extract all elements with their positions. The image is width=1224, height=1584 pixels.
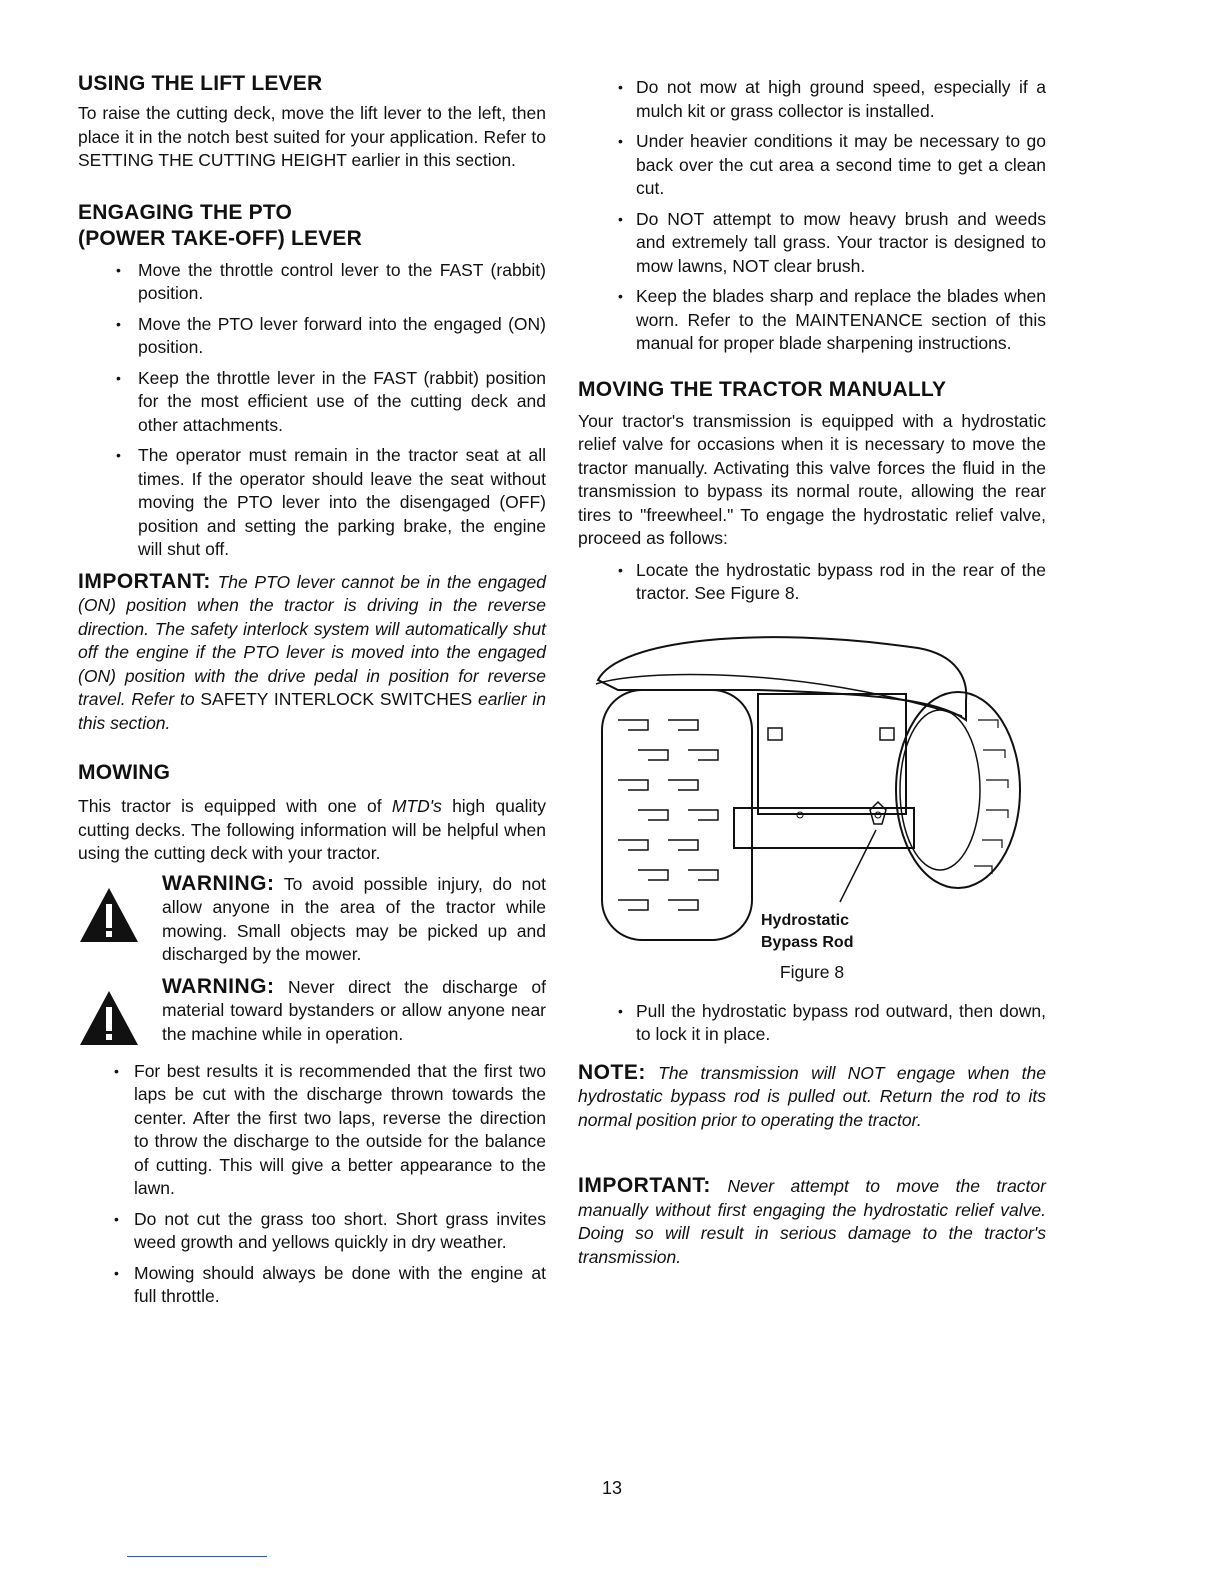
mowing-bullet: • For best results it is recommended that the first two laps be cut with the discharge thrown towards the center. After the first two laps, reverse the direction to throw the discharge to the outside for the balance of cutting. This will give a better appearance to the lawn.	[78, 1060, 546, 1201]
manual-bullet: • Pull the hydrostatic bypass rod outward, then down, to lock it in place.	[578, 1000, 1046, 1047]
figure-8	[578, 620, 1046, 998]
lift-lever-body: To raise the cutting deck, move the lift lever to the left, then place it in the notch best suited for your application. Refer to SETTING THE CUTTING HEIGHT earlier in this section.	[78, 103, 546, 170]
pto-heading-line2: (POWER TAKE-OFF) LEVER	[78, 226, 362, 250]
mowing-intro-a: This tractor is equipped with one of	[78, 796, 382, 816]
warning-body: Never direct the discharge of material toward bystanders or allow anyone near the machine while in operation.	[162, 976, 546, 1044]
mowing-intro-brand: MTD's	[391, 796, 442, 816]
important-label: IMPORTANT:	[578, 1174, 711, 1197]
left-column	[78, 72, 546, 1316]
figure-caption: Figure 8	[779, 961, 845, 982]
mowing-bullet: • Do NOT attempt to mow heavy brush and weeds and extremely tall grass. Your tractor is designed to mow lawns, NOT clear brush.	[578, 208, 1046, 279]
manual-bullet-list-1	[578, 559, 1046, 606]
warning-text-1	[162, 872, 546, 967]
mowing-bullet: • Keep the blades sharp and replace the blades when worn. Refer to the MAINTENANCE section of this manual for proper blade sharpening instructions.	[578, 285, 1046, 356]
note-label: NOTE:	[578, 1060, 646, 1084]
warning-block-2	[78, 975, 546, 1052]
mowing-heading: MOWING	[78, 761, 171, 784]
mowing-bullet: • Under heavier conditions it may be necessary to go back over the cut area a second time to get a clean cut.	[578, 130, 1046, 201]
warning-text-2	[162, 975, 546, 1052]
manual-bullet-list-2	[578, 1000, 1046, 1047]
page-number: 13	[601, 1478, 623, 1498]
callout-line-1: Hydrostatic	[761, 911, 850, 929]
important-reference: SAFETY INTERLOCK SWITCHES	[200, 689, 473, 709]
mowing-bullet: • Do not mow at high ground speed, especially if a mulch kit or grass collector is installed.	[578, 76, 1046, 123]
pto-bullet-list	[78, 259, 546, 562]
mowing-bullet: • Do not cut the grass too short. Short grass invites weed growth and yellows quickly in dry weather.	[78, 1208, 546, 1255]
warning-label: WARNING:	[162, 871, 275, 895]
manual-important-block	[578, 1174, 1046, 1269]
note-block	[578, 1061, 1046, 1133]
pto-heading-line1: ENGAGING THE PTO	[78, 200, 292, 224]
right-column	[578, 76, 1046, 1269]
warning-triangle-icon	[78, 975, 162, 1052]
tractor-rear-illustration	[578, 620, 1046, 960]
important-text: Never attempt to move the tractor manually without first engaging the hydrostatic relief valve. Doing so will result in serious damage to the tractor's transmission.	[578, 1176, 1046, 1267]
manual-bullet: • Locate the hydrostatic bypass rod in the rear of the tractor. See Figure 8.	[578, 559, 1046, 606]
warning-body: To avoid possible injury, do not allow anyone in the area of the tractor while mowing. Small objects may be picked up and discharged by the mower.	[162, 873, 546, 964]
mowing-intro	[78, 795, 546, 866]
important-label: IMPORTANT:	[78, 569, 211, 593]
warning-block-1	[78, 872, 546, 967]
note-text: The transmission will NOT engage when the hydrostatic bypass rod is pulled out. Return the rod to its normal position prior to operating the tractor.	[578, 1062, 1046, 1130]
mowing-bullet-list	[78, 1060, 546, 1309]
important-text: The PTO lever cannot be in the engaged (ON) position when the tractor is driving in the reverse direction. The safety interlock system will automatically shut off the engine if the PTO lever is moved into the engaged (ON) position with the drive pedal in position for reverse travel. Refer to	[78, 571, 546, 709]
pto-important-note	[78, 570, 546, 736]
pto-bullet: • Move the PTO lever forward into the engaged (ON) position.	[78, 313, 546, 360]
pto-bullet: • Keep the throttle lever in the FAST (rabbit) position for the most efficient use of the cutting deck and other attachments.	[78, 367, 546, 438]
callout-line-2: Bypass Rod	[761, 933, 854, 951]
important-tail: earlier in this section.	[78, 689, 546, 733]
figure-callout-label	[761, 910, 853, 954]
footer-rule	[127, 1556, 267, 1557]
warning-triangle-icon	[78, 872, 162, 967]
moving-manually-body: Your tractor's transmission is equipped with a hydrostatic relief valve for occasions when it is necessary to move the tractor manually. Activating this valve forces the fluid in the transmission to bypass its normal route, allowing the rear tires to "freewheel." To engage the hydrostatic relief valve, proceed as follows:	[578, 410, 1046, 548]
mowing-bullet: • Mowing should always be done with the engine at full throttle.	[78, 1262, 546, 1309]
pto-bullet: • The operator must remain in the tractor seat at all times. If the operator should leave the seat without moving the PTO lever into the disengaged (OFF) position and setting the parking brake, the engine will shut off.	[78, 444, 546, 562]
lift-lever-heading: USING THE LIFT LEVER	[78, 72, 323, 95]
mowing-intro-b: high quality cutting decks. The following information will be helpful when using the cutting deck with your tractor.	[78, 796, 546, 863]
moving-manually-heading: MOVING THE TRACTOR MANUALLY	[578, 377, 947, 401]
pto-bullet: • Move the throttle control lever to the FAST (rabbit) position.	[78, 259, 546, 306]
warning-label: WARNING:	[162, 974, 275, 998]
mowing-continued-bullet-list	[578, 76, 1046, 356]
